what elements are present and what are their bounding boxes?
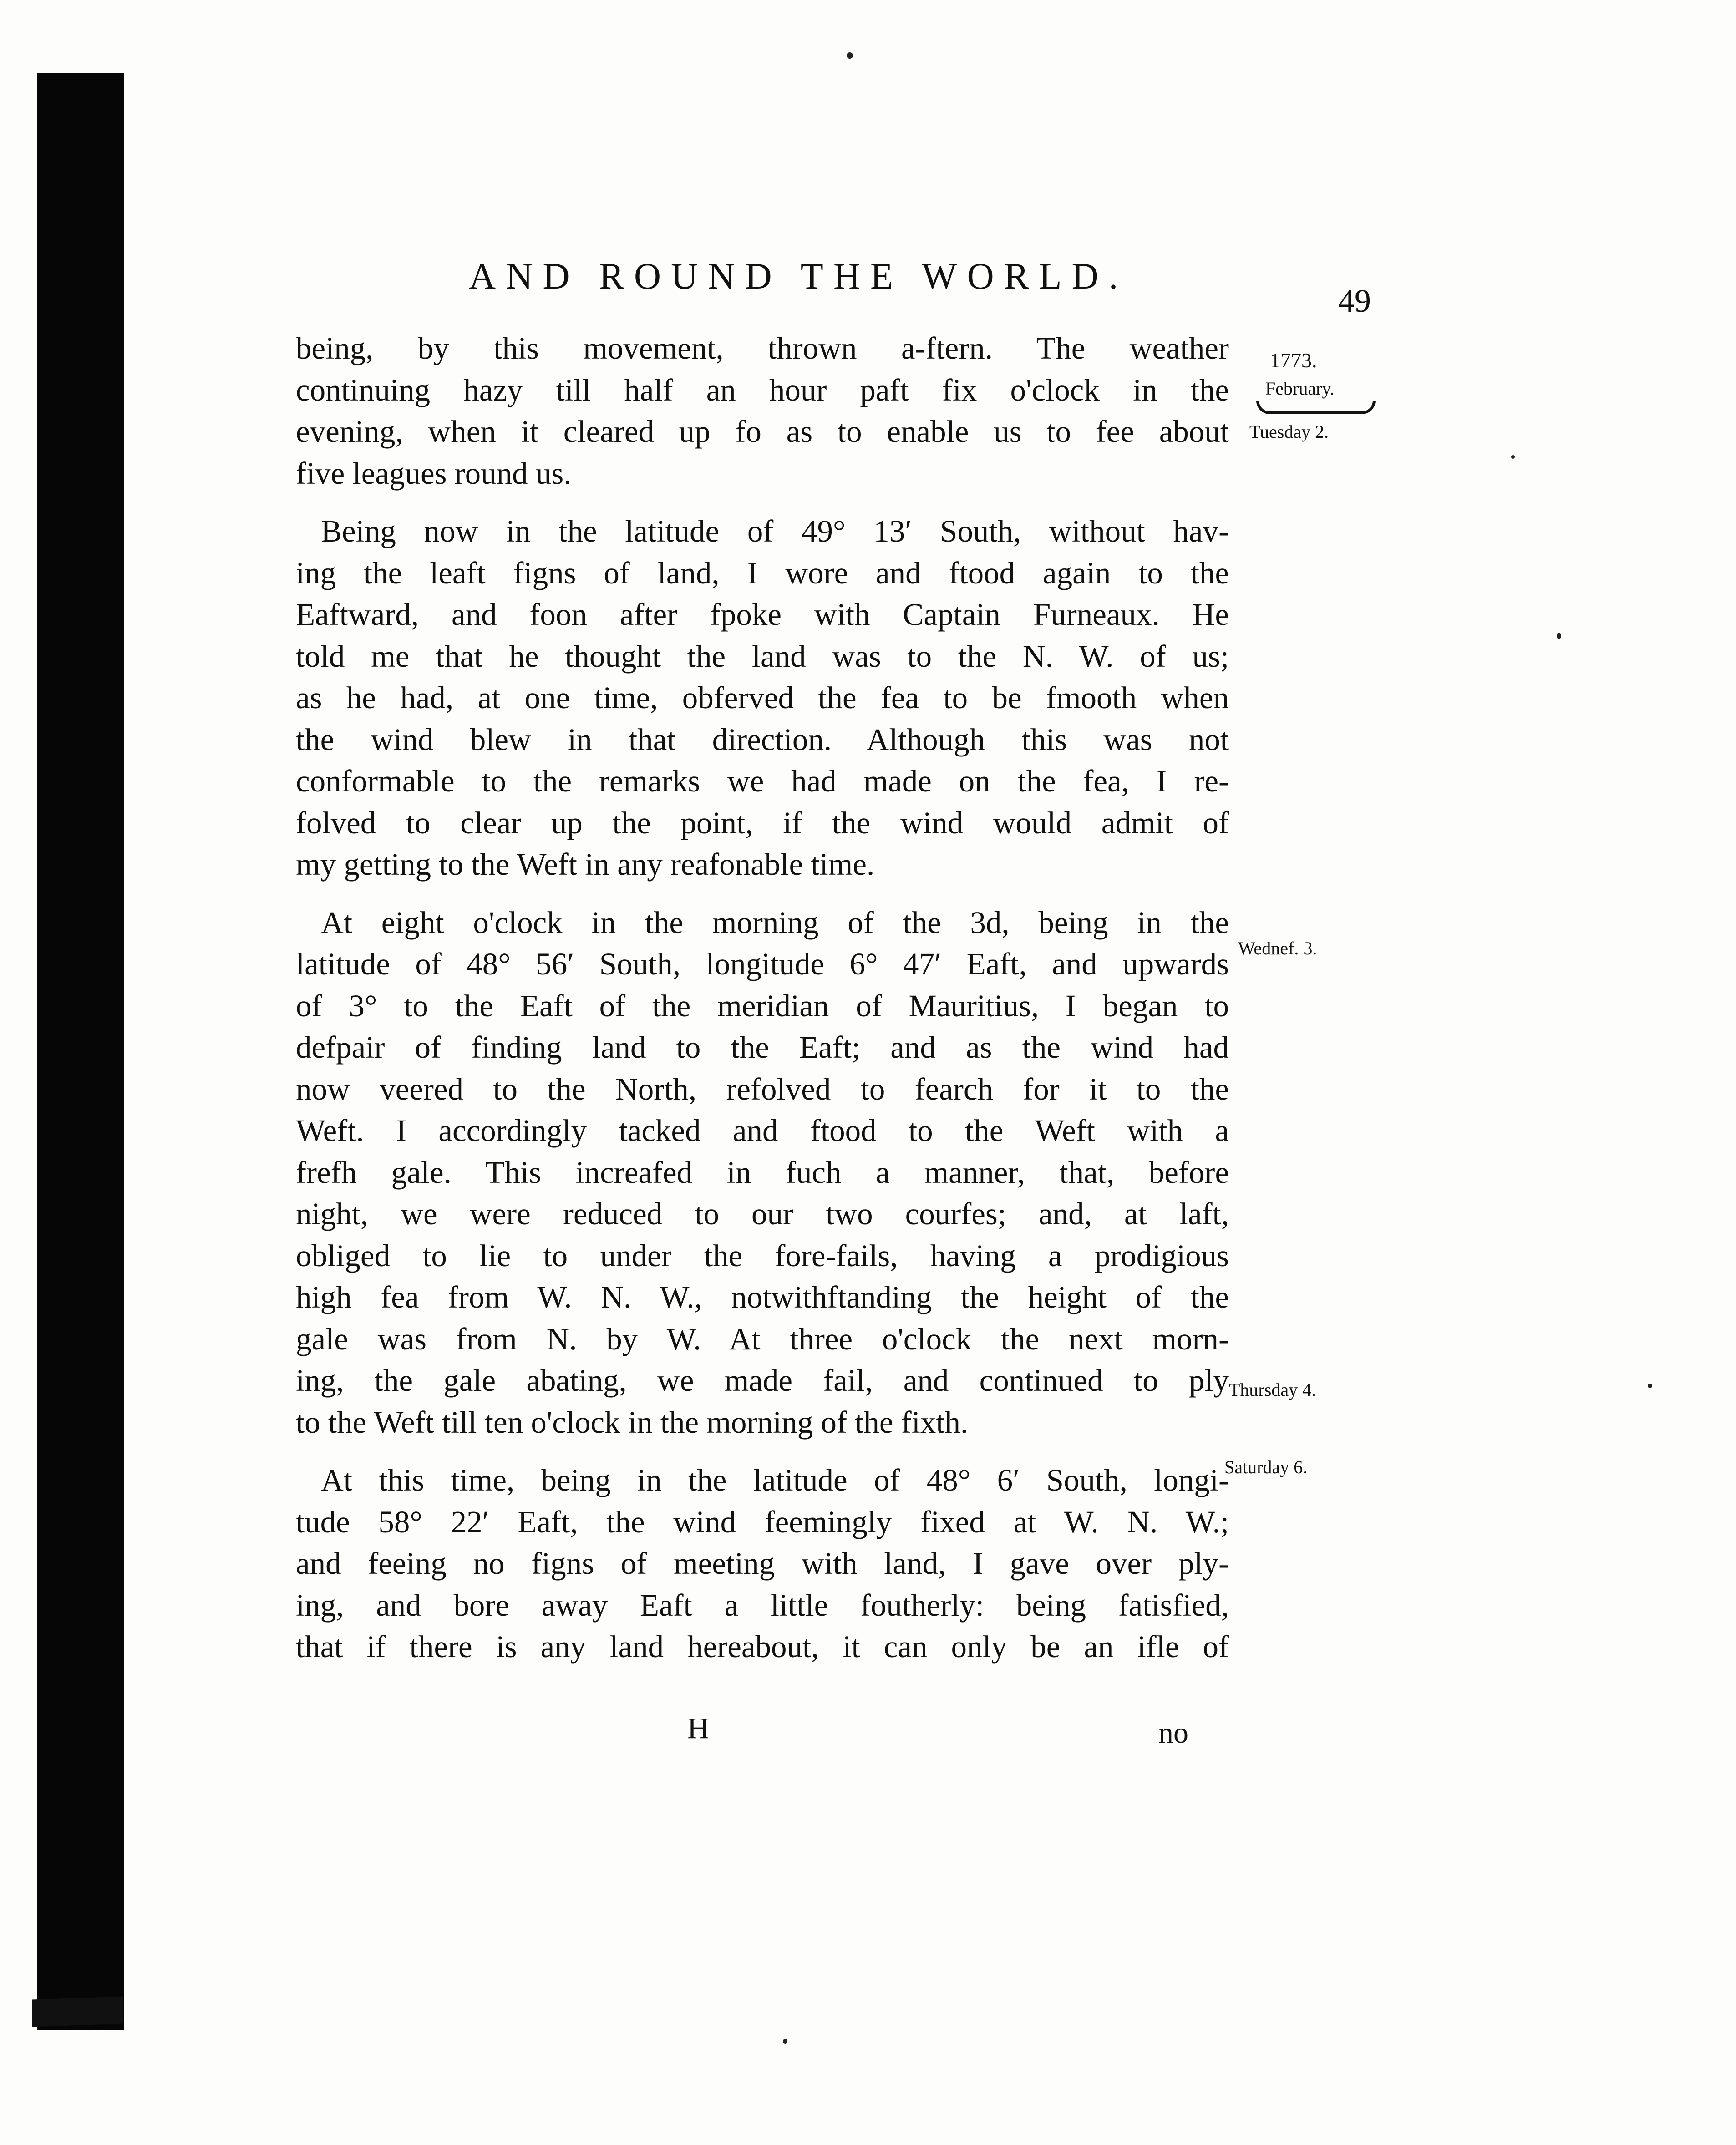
text-line: now veered to the North, refolved to fearch for it to the xyxy=(296,1071,1229,1106)
margin-month: February. xyxy=(1265,378,1335,399)
text-line: At this time, being in the latitude of 48° 6′ South, longi- xyxy=(321,1463,1229,1497)
text-line: continuing hazy till half an hour paft fix o'clock in the xyxy=(296,372,1229,407)
paragraph-2 xyxy=(296,511,1229,886)
text-line: ing the leaft figns of land, I wore and ftood again to the xyxy=(296,555,1229,590)
text-line: told me that he thought the land was to the N. W. of us; xyxy=(296,639,1229,674)
text-line: At eight o'clock in the morning of the 3d, being in the xyxy=(321,905,1229,940)
text-line: to the Weft till ten o'clock in the morning of the fixth. xyxy=(296,1405,969,1440)
text-line: folved to clear up the point, if the wind would admit of xyxy=(296,805,1229,840)
catchword: no xyxy=(1158,1716,1188,1749)
signature-mark: H xyxy=(687,1712,709,1745)
text-line: and feeing no figns of meeting with land, I gave over ply- xyxy=(296,1546,1229,1581)
paragraph-4 xyxy=(296,1460,1229,1668)
scan-speck xyxy=(847,52,853,59)
text-line: as he had, at one time, obferved the fea to be fmooth when xyxy=(296,680,1229,715)
scan-speck xyxy=(1557,633,1561,639)
margin-date-saturday: Saturday 6. xyxy=(1224,1457,1308,1477)
text-line: that if there is any land hereabout, it can only be an ifle of xyxy=(296,1629,1229,1664)
running-title: AND ROUND THE WORLD. xyxy=(469,255,1128,297)
page-number: 49 xyxy=(1338,283,1371,319)
text-line: gale was from N. by W. At three o'clock the next morn- xyxy=(296,1321,1229,1356)
text-line: obliged to lie to under the fore-fails, having a prodigious xyxy=(296,1238,1229,1273)
margin-date-wednesday: Wednef. 3. xyxy=(1238,938,1317,958)
text-line: conformable to the remarks we had made on the fea, I re- xyxy=(296,764,1229,798)
text-line: of 3° to the Eaft of the meridian of Mauritius, I began to xyxy=(296,988,1229,1023)
margin-brace xyxy=(1256,401,1376,414)
text-line: five leagues round us. xyxy=(296,456,572,491)
scanner-edge-shadow xyxy=(37,73,124,2030)
text-line: Being now in the latitude of 49° 13′ South, without hav- xyxy=(321,514,1229,548)
body-text xyxy=(296,328,1229,1684)
scan-speck xyxy=(783,2039,787,2044)
scan-speck xyxy=(1511,455,1515,459)
margin-date-tuesday: Tuesday 2. xyxy=(1249,421,1329,442)
text-line: Weft. I accordingly tacked and ftood to the Weft with a xyxy=(296,1113,1229,1148)
text-line: tude 58° 22′ Eaft, the wind feemingly fixed at W. N. W.; xyxy=(296,1504,1229,1539)
text-line: high fea from W. N. W., notwithftanding the height of the xyxy=(296,1280,1229,1314)
text-line: Eaftward, and foon after fpoke with Captain Furneaux. He xyxy=(296,597,1229,632)
text-line: frefh gale. This increafed in fuch a manner, that, before xyxy=(296,1155,1229,1190)
margin-year: 1773. xyxy=(1270,349,1317,372)
text-line: latitude of 48° 56′ South, longitude 6° 47′ Eaft, and upwards xyxy=(296,947,1229,981)
paragraph-1 xyxy=(296,328,1229,494)
scanner-edge-corner xyxy=(32,1997,123,2027)
text-line: my getting to the Weft in any reafonable time. xyxy=(296,847,875,882)
scan-speck xyxy=(1648,1384,1652,1388)
text-line: being, by this movement, thrown a-ftern. The weather xyxy=(296,331,1229,365)
text-line: ing, the gale abating, we made fail, and continued to ply xyxy=(296,1363,1229,1398)
paragraph-3 xyxy=(296,902,1229,1444)
margin-date-thursday: Thursday 4. xyxy=(1229,1379,1316,1400)
text-line: ing, and bore away Eaft a little foutherly: being fatisfied, xyxy=(296,1587,1229,1623)
text-line: evening, when it cleared up fo as to enable us to fee about xyxy=(296,414,1229,449)
text-line: defpair of finding land to the Eaft; and as the wind had xyxy=(296,1030,1229,1065)
text-line: night, we were reduced to our two courfes; and, at laft, xyxy=(296,1197,1229,1231)
text-line: the wind blew in that direction. Although this was not xyxy=(296,722,1229,757)
